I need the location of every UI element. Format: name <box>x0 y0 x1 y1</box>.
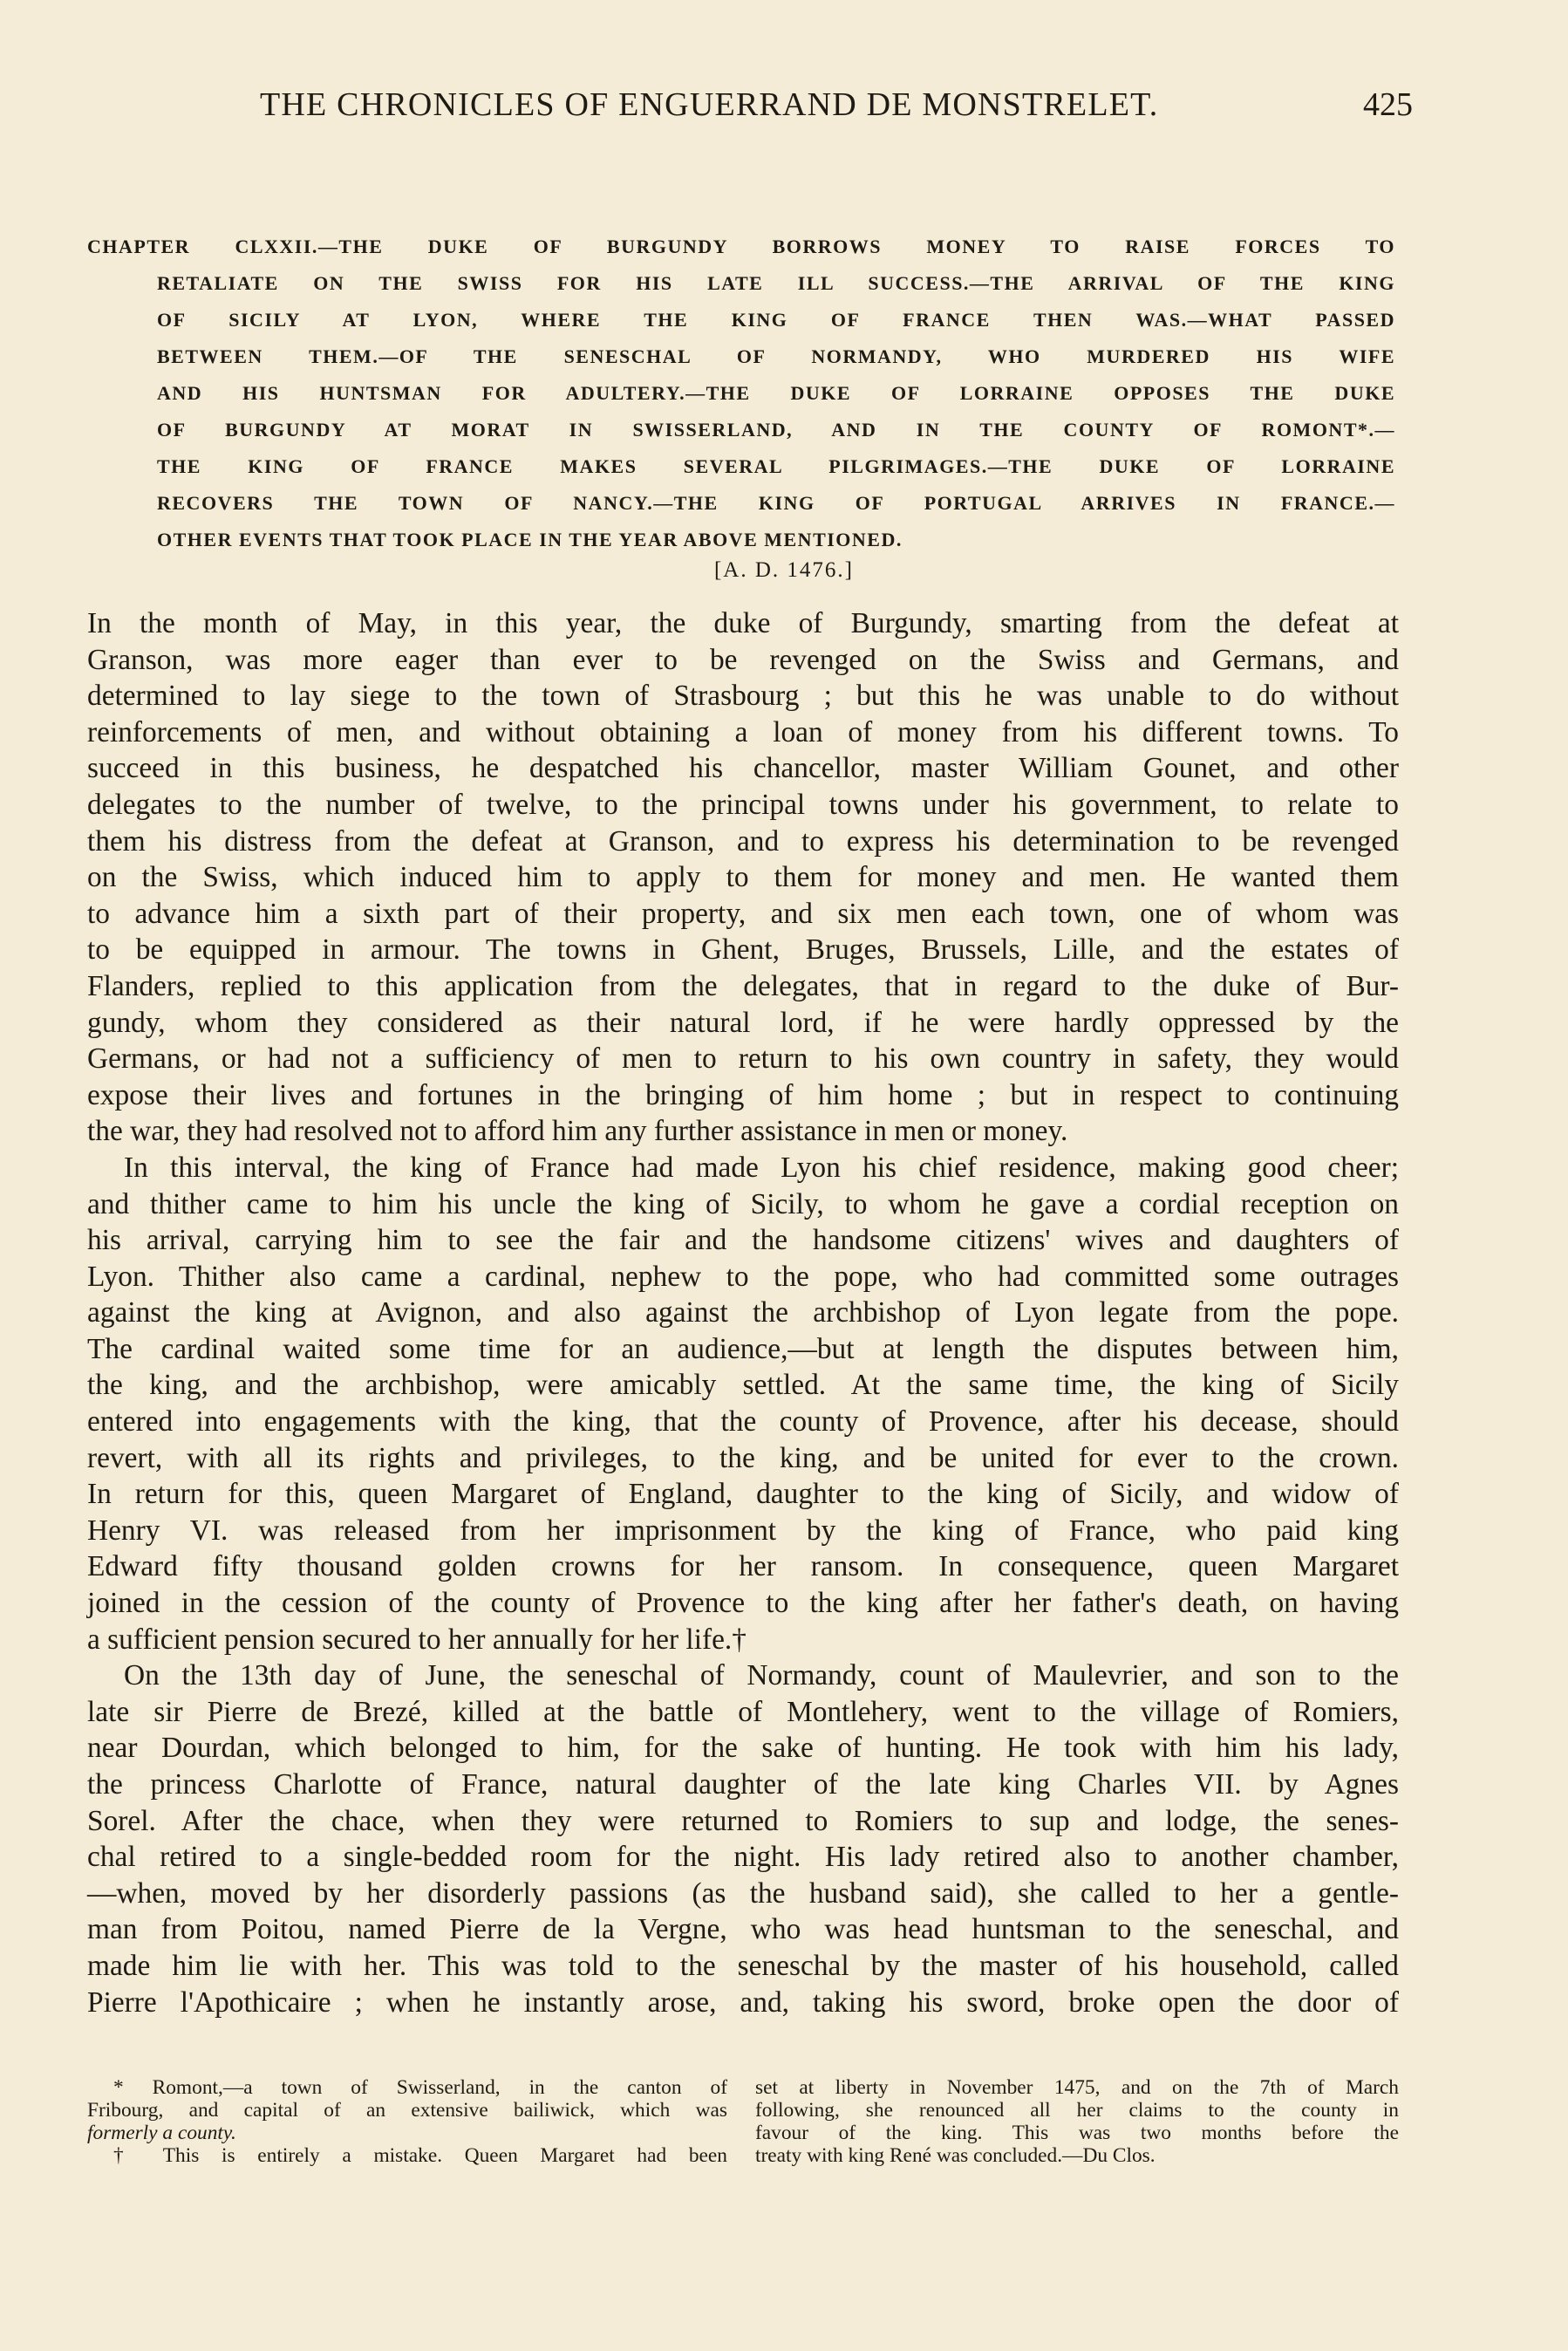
running-header <box>87 85 1413 131</box>
body-line: Germans, or had not a sufficiency of men to return to his own country in safety, they would <box>87 1042 1399 1076</box>
body-line: to advance him a sixth part of their property, and six men each town, one of whom was <box>87 897 1399 930</box>
body-line: In the month of May, in this year, the duke of Burgundy, smarting from the defeat at <box>87 607 1399 639</box>
body-line: chal retired to a single-bedded room for the night. His lady retired also to another chamber, <box>87 1841 1399 1874</box>
body-line: against the king at Avignon, and also against the archbishop of Lyon legate from the pope. <box>87 1296 1399 1329</box>
footnote-line: following, she renounced all her claims to the county in <box>755 2099 1399 2122</box>
body-line: man from Poitou, named Pierre de la Vergne, who was head huntsman to the seneschal, and <box>87 1913 1399 1946</box>
footnote-line: formerly a county. <box>87 2122 236 2144</box>
body-line: Flanders, replied to this application from the delegates, that in regard to the duke of Bur- <box>87 969 1399 1002</box>
body-line: Sorel. After the chace, when they were returned to Romiers to sup and lodge, the senes- <box>87 1804 1399 1837</box>
footnote-line: † This is entirely a mistake. Queen Margaret had been <box>113 2144 727 2167</box>
body-line: his arrival, carrying him to see the fair and the handsome citizens' wives and daughters of <box>87 1224 1399 1257</box>
body-line: Pierre l'Apothicaire ; when he instantly arose, and, taking his sword, broke open the door of <box>87 1985 1399 2019</box>
body-line: Granson, was more eager than ever to be revenged on the Swiss and Germans, and <box>87 643 1399 676</box>
body-line: the princess Charlotte of France, natural daughter of the late king Charles VII. by Agnes <box>87 1768 1399 1801</box>
chapter-heading-line: RETALIATE ON THE SWISS FOR HIS LATE ILL SUCCESS.—THE ARRIVAL OF THE KING <box>157 272 1395 294</box>
body-line: made him lie with her. This was told to the seneschal by the master of his household, called <box>87 1949 1399 1982</box>
chapter-heading-line: THE KING OF FRANCE MAKES SEVERAL PILGRIMAGES.—THE DUKE OF LORRAINE <box>157 455 1395 477</box>
footnote-line: favour of the king. This was two months before the <box>755 2122 1399 2144</box>
body-line: In this interval, the king of France had made Lyon his chief residence, making good cheer; <box>124 1151 1399 1184</box>
body-text <box>87 605 1399 2020</box>
chapter-heading-line: OF SICILY AT LYON, WHERE THE KING OF FRANCE THEN WAS.—WHAT PASSED <box>157 309 1395 331</box>
footnote-line: treaty with king René was concluded.—Du Clos. <box>755 2144 1156 2167</box>
body-line: Henry VI. was released from her imprisonment by the king of France, who paid king <box>87 1514 1399 1547</box>
running-title: THE CHRONICLES OF ENGUERRAND DE MONSTRELET. <box>260 86 1159 123</box>
chapter-heading <box>87 229 1395 558</box>
body-line: determined to lay siege to the town of Strasbourg ; but this he was unable to do without <box>87 680 1399 713</box>
footnotes-left-column <box>87 2076 727 2167</box>
body-line: —when, moved by her disorderly passions (as the husband said), she called to her a gentle- <box>87 1876 1399 1910</box>
chapter-heading-line: BETWEEN THEM.—OF THE SENESCHAL OF NORMANDY, WHO MURDERED HIS WIFE <box>157 345 1395 367</box>
body-line: the war, they had resolved not to afford him any further assistance in men or money. <box>87 1115 1068 1148</box>
body-line: In return for this, queen Margaret of England, daughter to the king of Sicily, and widow of <box>87 1478 1399 1511</box>
body-line: expose their lives and fortunes in the bringing of him home ; but in respect to continuing <box>87 1078 1399 1111</box>
body-line: and thither came to him his uncle the king of Sicily, to whom he gave a cordial reception on <box>87 1187 1399 1220</box>
body-line: to be equipped in armour. The towns in Ghent, Bruges, Brussels, Lille, and the estates of <box>87 933 1399 967</box>
date-line: [A. D. 1476.] <box>713 558 854 582</box>
body-line: delegates to the number of twelve, to the principal towns under his government, to relate to <box>87 788 1399 821</box>
chapter-heading-line: OTHER EVENTS THAT TOOK PLACE IN THE YEAR ABOVE MENTIONED. <box>157 529 903 550</box>
chapter-heading-line: AND HIS HUNTSMAN FOR ADULTERY.—THE DUKE OF LORRAINE OPPOSES THE DUKE <box>157 382 1395 404</box>
page-number: 425 <box>1363 86 1413 123</box>
body-line: Lyon. Thither also came a cardinal, nephew to the pope, who had committed some outrages <box>87 1260 1399 1293</box>
body-line: succeed in this business, he despatched his chancellor, master William Gounet, and other <box>87 752 1399 785</box>
body-line: near Dourdan, which belonged to him, for the sake of hunting. He took with him his lady, <box>87 1732 1399 1765</box>
body-line: reinforcements of men, and without obtaining a loan of money from his different towns. To <box>87 715 1399 748</box>
body-line: Edward fifty thousand golden crowns for her ransom. In consequence, queen Margaret <box>87 1550 1399 1583</box>
chapter-heading-line: RECOVERS THE TOWN OF NANCY.—THE KING OF PORTUGAL ARRIVES IN FRANCE.— <box>157 492 1395 514</box>
body-line: late sir Pierre de Brezé, killed at the battle of Montlehery, went to the village of Romiers, <box>87 1695 1399 1728</box>
body-line: On the 13th day of June, the seneschal of Normandy, count of Maulevrier, and son to the <box>124 1659 1399 1692</box>
chapter-heading-line: CHAPTER CLXXII.—THE DUKE OF BURGUNDY BORROWS MONEY TO RAISE FORCES TO <box>87 236 1395 257</box>
footnote-line: set at liberty in November 1475, and on the 7th of March <box>755 2076 1399 2099</box>
body-line: joined in the cession of the county of Provence to the king after her father's death, on having <box>87 1587 1399 1620</box>
body-line: revert, with all its rights and privileges, to the king, and be united for ever to the crown. <box>87 1441 1399 1474</box>
body-line: The cardinal waited some time for an audience,—but at length the disputes between him, <box>87 1332 1399 1365</box>
body-line: on the Swiss, which induced him to apply to them for money and men. He wanted them <box>87 861 1399 894</box>
body-line: gundy, whom they considered as their natural lord, if he were hardly oppressed by the <box>87 1006 1399 1039</box>
body-line: entered into engagements with the king, that the county of Provence, after his decease, should <box>87 1405 1399 1439</box>
body-line: the king, and the archbishop, were amicably settled. At the same time, the king of Sicily <box>87 1369 1399 1402</box>
body-line: them his distress from the defeat at Granson, and to express his determination to be revenged <box>87 824 1399 858</box>
footnote-line: * Romont,—a town of Swisserland, in the canton of <box>113 2076 727 2099</box>
body-line: a sufficient pension secured to her annually for her life.† <box>87 1623 747 1656</box>
footnotes-right-column <box>755 2076 1399 2167</box>
footnote-line: Fribourg, and capital of an extensive bailiwick, which was <box>87 2099 727 2122</box>
chapter-heading-line: OF BURGUNDY AT MORAT IN SWISSERLAND, AND IN THE COUNTY OF ROMONT*.— <box>157 419 1395 441</box>
